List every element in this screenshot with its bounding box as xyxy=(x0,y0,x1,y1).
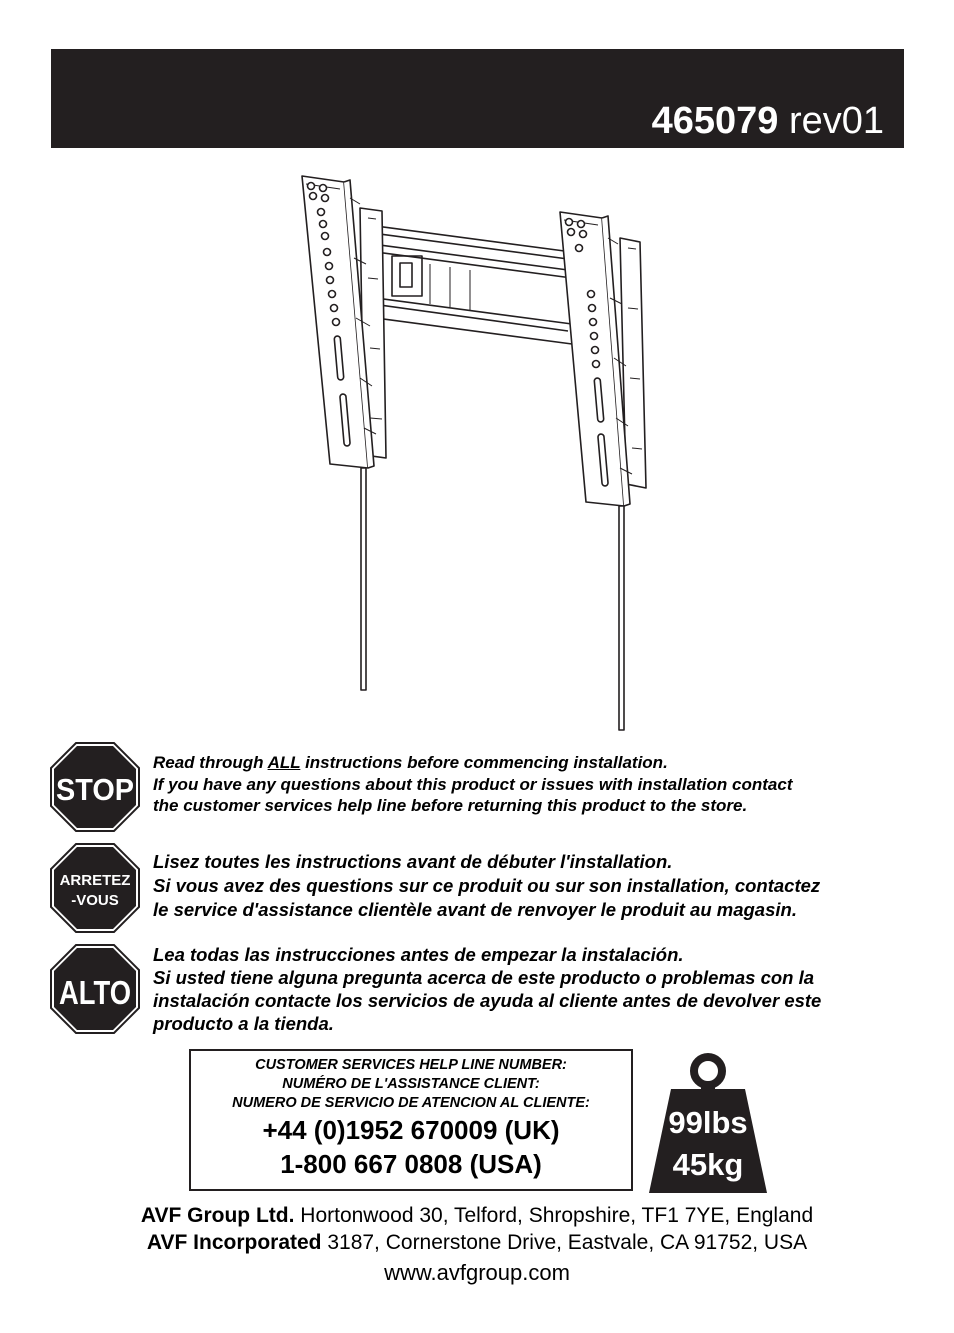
warning-line: le service d'assistance clientèle avant de renvoyer le produit au magasin. xyxy=(153,899,797,920)
warning-line: Si vous avez des questions sur ce produit ou sur son installation, contactez xyxy=(153,875,821,896)
helpline-heading-en: CUSTOMER SERVICES HELP LINE NUMBER: xyxy=(255,1057,567,1073)
arretez-sign-label-line2: -VOUS xyxy=(71,892,119,909)
alto-sign-label: ALTO xyxy=(59,974,131,1011)
stop-sign-label: STOP xyxy=(56,772,134,807)
arretez-sign-label-line1: ARRETEZ xyxy=(59,872,131,889)
alto-sign-icon xyxy=(50,944,140,1034)
warning-line: Read through ALL instructions before commencing installation. xyxy=(153,753,668,772)
warning-line: the customer services help line before returning this product to the store. xyxy=(153,796,748,815)
footer-uk-address xyxy=(0,1204,954,1228)
warning-line: Lisez toutes les instructions avant de débuter l'installation. xyxy=(153,851,673,872)
phone-uk: +44 (0)1952 670009 (UK) xyxy=(262,1115,560,1145)
us-company-name: AVF Incorporated xyxy=(146,1231,322,1254)
helpline-box xyxy=(189,1049,633,1191)
tv-mount-illustration xyxy=(290,168,670,733)
warning-text-english xyxy=(153,752,792,817)
stop-sign-icon xyxy=(50,742,140,832)
part-number-code: 465079 xyxy=(651,100,779,142)
weight-kg: 45kg xyxy=(672,1147,744,1182)
warning-line: Si usted tiene alguna pregunta acerca de este producto o problemas con la xyxy=(153,967,815,988)
uk-company-name: AVF Group Ltd. xyxy=(140,1204,295,1227)
weight-icon xyxy=(649,1053,767,1195)
phone-usa: 1-800 667 0808 (USA) xyxy=(280,1149,542,1179)
warning-line: If you have any questions about this product or issues with installation contact xyxy=(153,774,793,794)
warning-line: instalación contacte los servicios de ayuda al cliente antes de devolver este xyxy=(153,990,822,1011)
arretez-sign-icon xyxy=(50,843,140,933)
website-link[interactable]: www.avfgroup.com xyxy=(384,1260,570,1285)
weight-lbs: 99lbs xyxy=(668,1105,748,1140)
part-number xyxy=(652,102,884,140)
warning-line: producto a la tienda. xyxy=(153,1013,334,1034)
warning-text-french xyxy=(153,850,820,922)
uk-address: Hortonwood 30, Telford, Shropshire, TF1 7YE, England xyxy=(294,1204,814,1227)
header-bar xyxy=(51,49,904,148)
warning-text-spanish xyxy=(153,943,821,1035)
helpline-heading-fr: NUMÉRO DE L'ASSISTANCE CLIENT: xyxy=(282,1076,540,1092)
us-address: 3187, Cornerstone Drive, Eastvale, CA 91752, USA xyxy=(321,1231,808,1254)
warning-line: Lea todas las instrucciones antes de empezar la instalación. xyxy=(153,944,684,965)
revision-label: rev01 xyxy=(788,100,884,142)
helpline-heading-es: NUMERO DE SERVICIO DE ATENCION AL CLIENTE: xyxy=(232,1095,590,1111)
footer-us-address xyxy=(0,1231,954,1255)
